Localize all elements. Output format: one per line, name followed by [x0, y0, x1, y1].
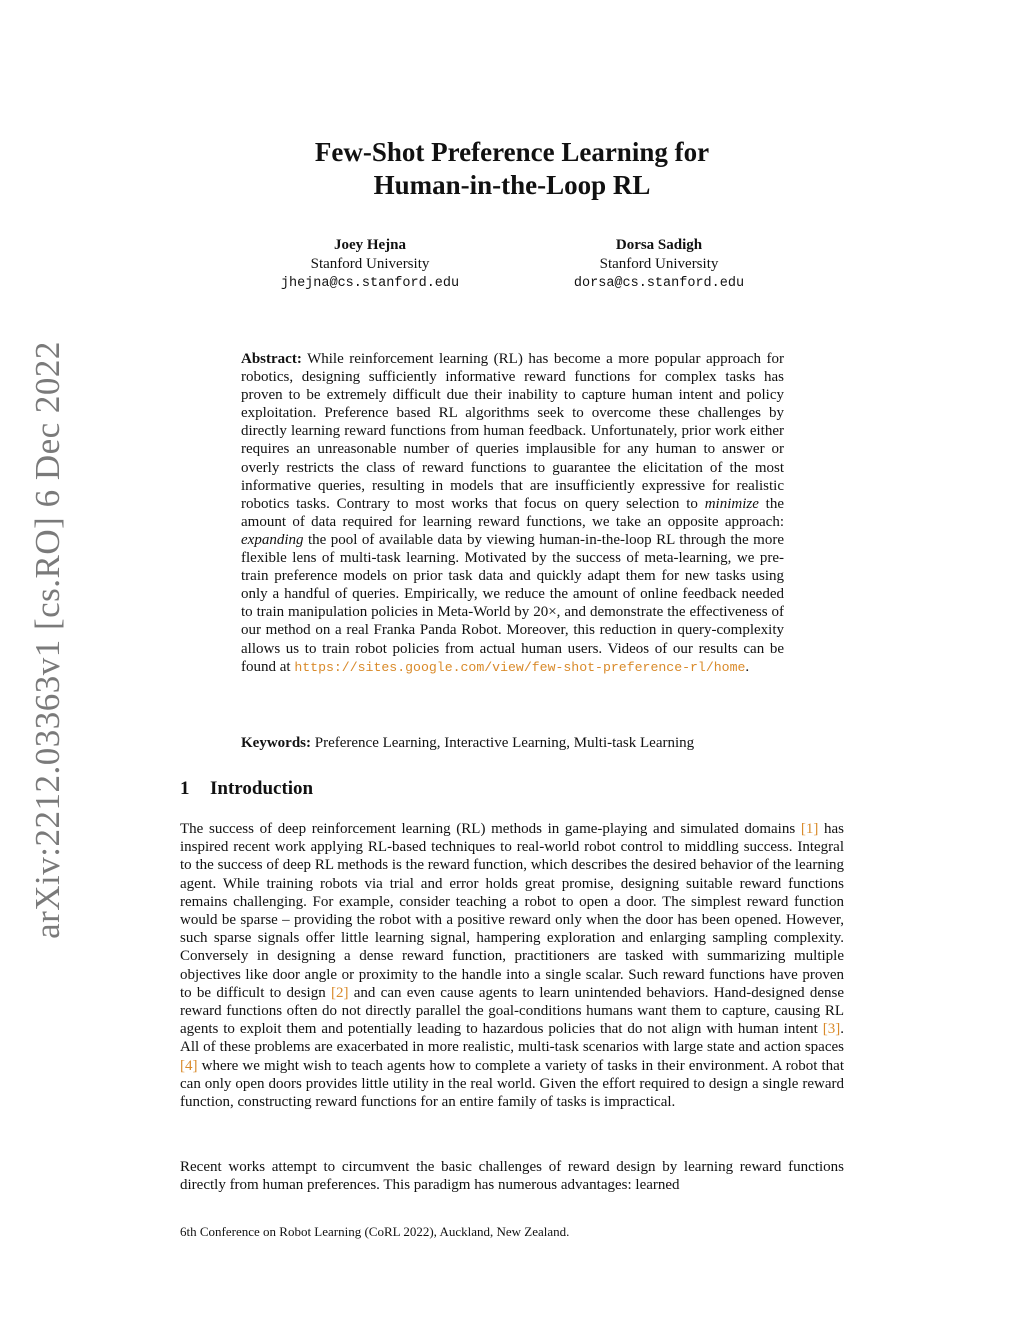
project-url-link[interactable]: https://sites.google.com/view/few-shot-preference-rl/home [294, 659, 746, 675]
abstract-emphasis-expanding: expanding [241, 531, 304, 548]
intro-text: Recent works attempt to circumvent the basic challenges of reward design by learning reward functions directly from human preferences. This paradigm has numerous advantages: learned [180, 1159, 844, 1194]
author-email: dorsa@cs.stanford.edu [573, 276, 745, 291]
section-number: 1 [180, 778, 190, 799]
author-affiliation: Stanford University [599, 256, 719, 272]
abstract-end: . [745, 658, 750, 675]
title-line-2: Human-in-the-Loop RL [373, 170, 651, 200]
citation-4[interactable]: [4] [180, 1057, 198, 1074]
intro-text: . All of these problems are exacerbated in more realistic, multi-task scenarios with large state and action spaces [180, 1021, 845, 1056]
abstract-label: Abstract: [241, 351, 302, 367]
intro-text: has inspired recent work applying RL-based techniques to real-world robot control to middling success. Integral to the success of deep RL methods is the reward function, which describes the desired behavior of the learning agent. While training robots via trial and error holds great promise, designing suitable reward functions remains challenging. For example, consider teaching a robot to open a door. The simplest reward function would be sparse – providing the robot with a positive reward only when the door has been opened. However, such sparse signals offer little learning signal, hampering exploration and enlarging sampling complexity. Conversely in designing a dense reward function, practitioners are tasked with summarizing multiple objectives like door angle or proximity to the handle into a single scalar. Such reward functions have proven to be difficult to design [180, 821, 844, 1001]
abstract-text-3: the pool of available data by viewing human-in-the-loop RL through the more flexible lens of multi-task learning. Motivated by the success of meta-learning, we pre-train preference models on prior task data and quickly adapt them for new tasks using only a handful of queries. Empirically, we reduce the amount of online feedback needed to train manipulation policies in Meta-World by 20×, and demonstrate the effectiveness of our method on a real Franka Panda Robot. Moreover, this reduction in query-complexity allows us to train robot policies from actual human users. Videos of our results can be found at [241, 531, 785, 675]
abstract [241, 350, 784, 677]
intro-text: where we might wish to teach agents how to complete a variety of tasks in their environment. A robot that can only open doors provides little utility in the real world. Given the effort required to design a single reward function, constructing reward functions for an entire family of tasks is impractical. [180, 1057, 844, 1111]
intro-paragraph-2 [180, 1158, 844, 1194]
abstract-text-2: the amount of data required for learning reward functions, we take an opposite approach: [241, 495, 784, 530]
author-name: Joey Hejna [333, 237, 407, 253]
keywords-text: Preference Learning, Interactive Learning, Multi-task Learning [314, 735, 695, 751]
author-block-1 [220, 236, 520, 293]
intro-text: and can even cause agents to learn unintended behaviors. Hand-designed dense reward functions often do not directly parallel the goal-conditions humans want them to capture, causing RL agents to exploit them and potentially leading to hazardous policies that do not align with human intent [180, 984, 845, 1038]
author-name: Dorsa Sadigh [615, 237, 703, 253]
keywords [241, 734, 784, 752]
author-block-2 [509, 236, 809, 293]
keywords-label: Keywords: [241, 735, 311, 751]
section-heading [180, 778, 313, 800]
title-line-1: Few-Shot Preference Learning for [314, 137, 710, 167]
citation-3[interactable]: [3] [822, 1021, 841, 1038]
abstract-text-1: While reinforcement learning (RL) has become a more popular approach for robotics, designing sufficiently informative reward functions for complex tasks has proven to be extremely difficult due their inability to capture human intent and policy exploitation. Preference based RL algorithms seek to overcome these challenges by directly learning reward functions from human feedback. Unfortunately, prior work either requires an unreasonable number of queries implausible for any human to answer or overly restricts the class of reward functions to guarantee the elicitation of the most informative queries, resulting in models that are insufficiently expressive for realistic robotics tasks. Contrary to most works that focus on query selection to [241, 351, 785, 512]
intro-paragraph-1 [180, 820, 844, 1111]
intro-text: The success of deep reinforcement learning (RL) methods in game-playing and simulated domains [180, 821, 796, 837]
citation-2[interactable]: [2] [330, 984, 349, 1001]
author-email: jhejna@cs.stanford.edu [280, 276, 460, 291]
paper-title [180, 136, 844, 202]
section-title: Introduction [210, 778, 314, 799]
arxiv-identifier: arXiv:2212.03363v1 [cs.RO] 6 Dec 2022 [28, 341, 67, 939]
citation-1[interactable]: [1] [800, 821, 819, 837]
author-affiliation: Stanford University [310, 256, 430, 272]
conference-footer: 6th Conference on Robot Learning (CoRL 2022), Auckland, New Zealand. [180, 1224, 570, 1239]
abstract-emphasis-minimize: minimize [704, 495, 759, 512]
